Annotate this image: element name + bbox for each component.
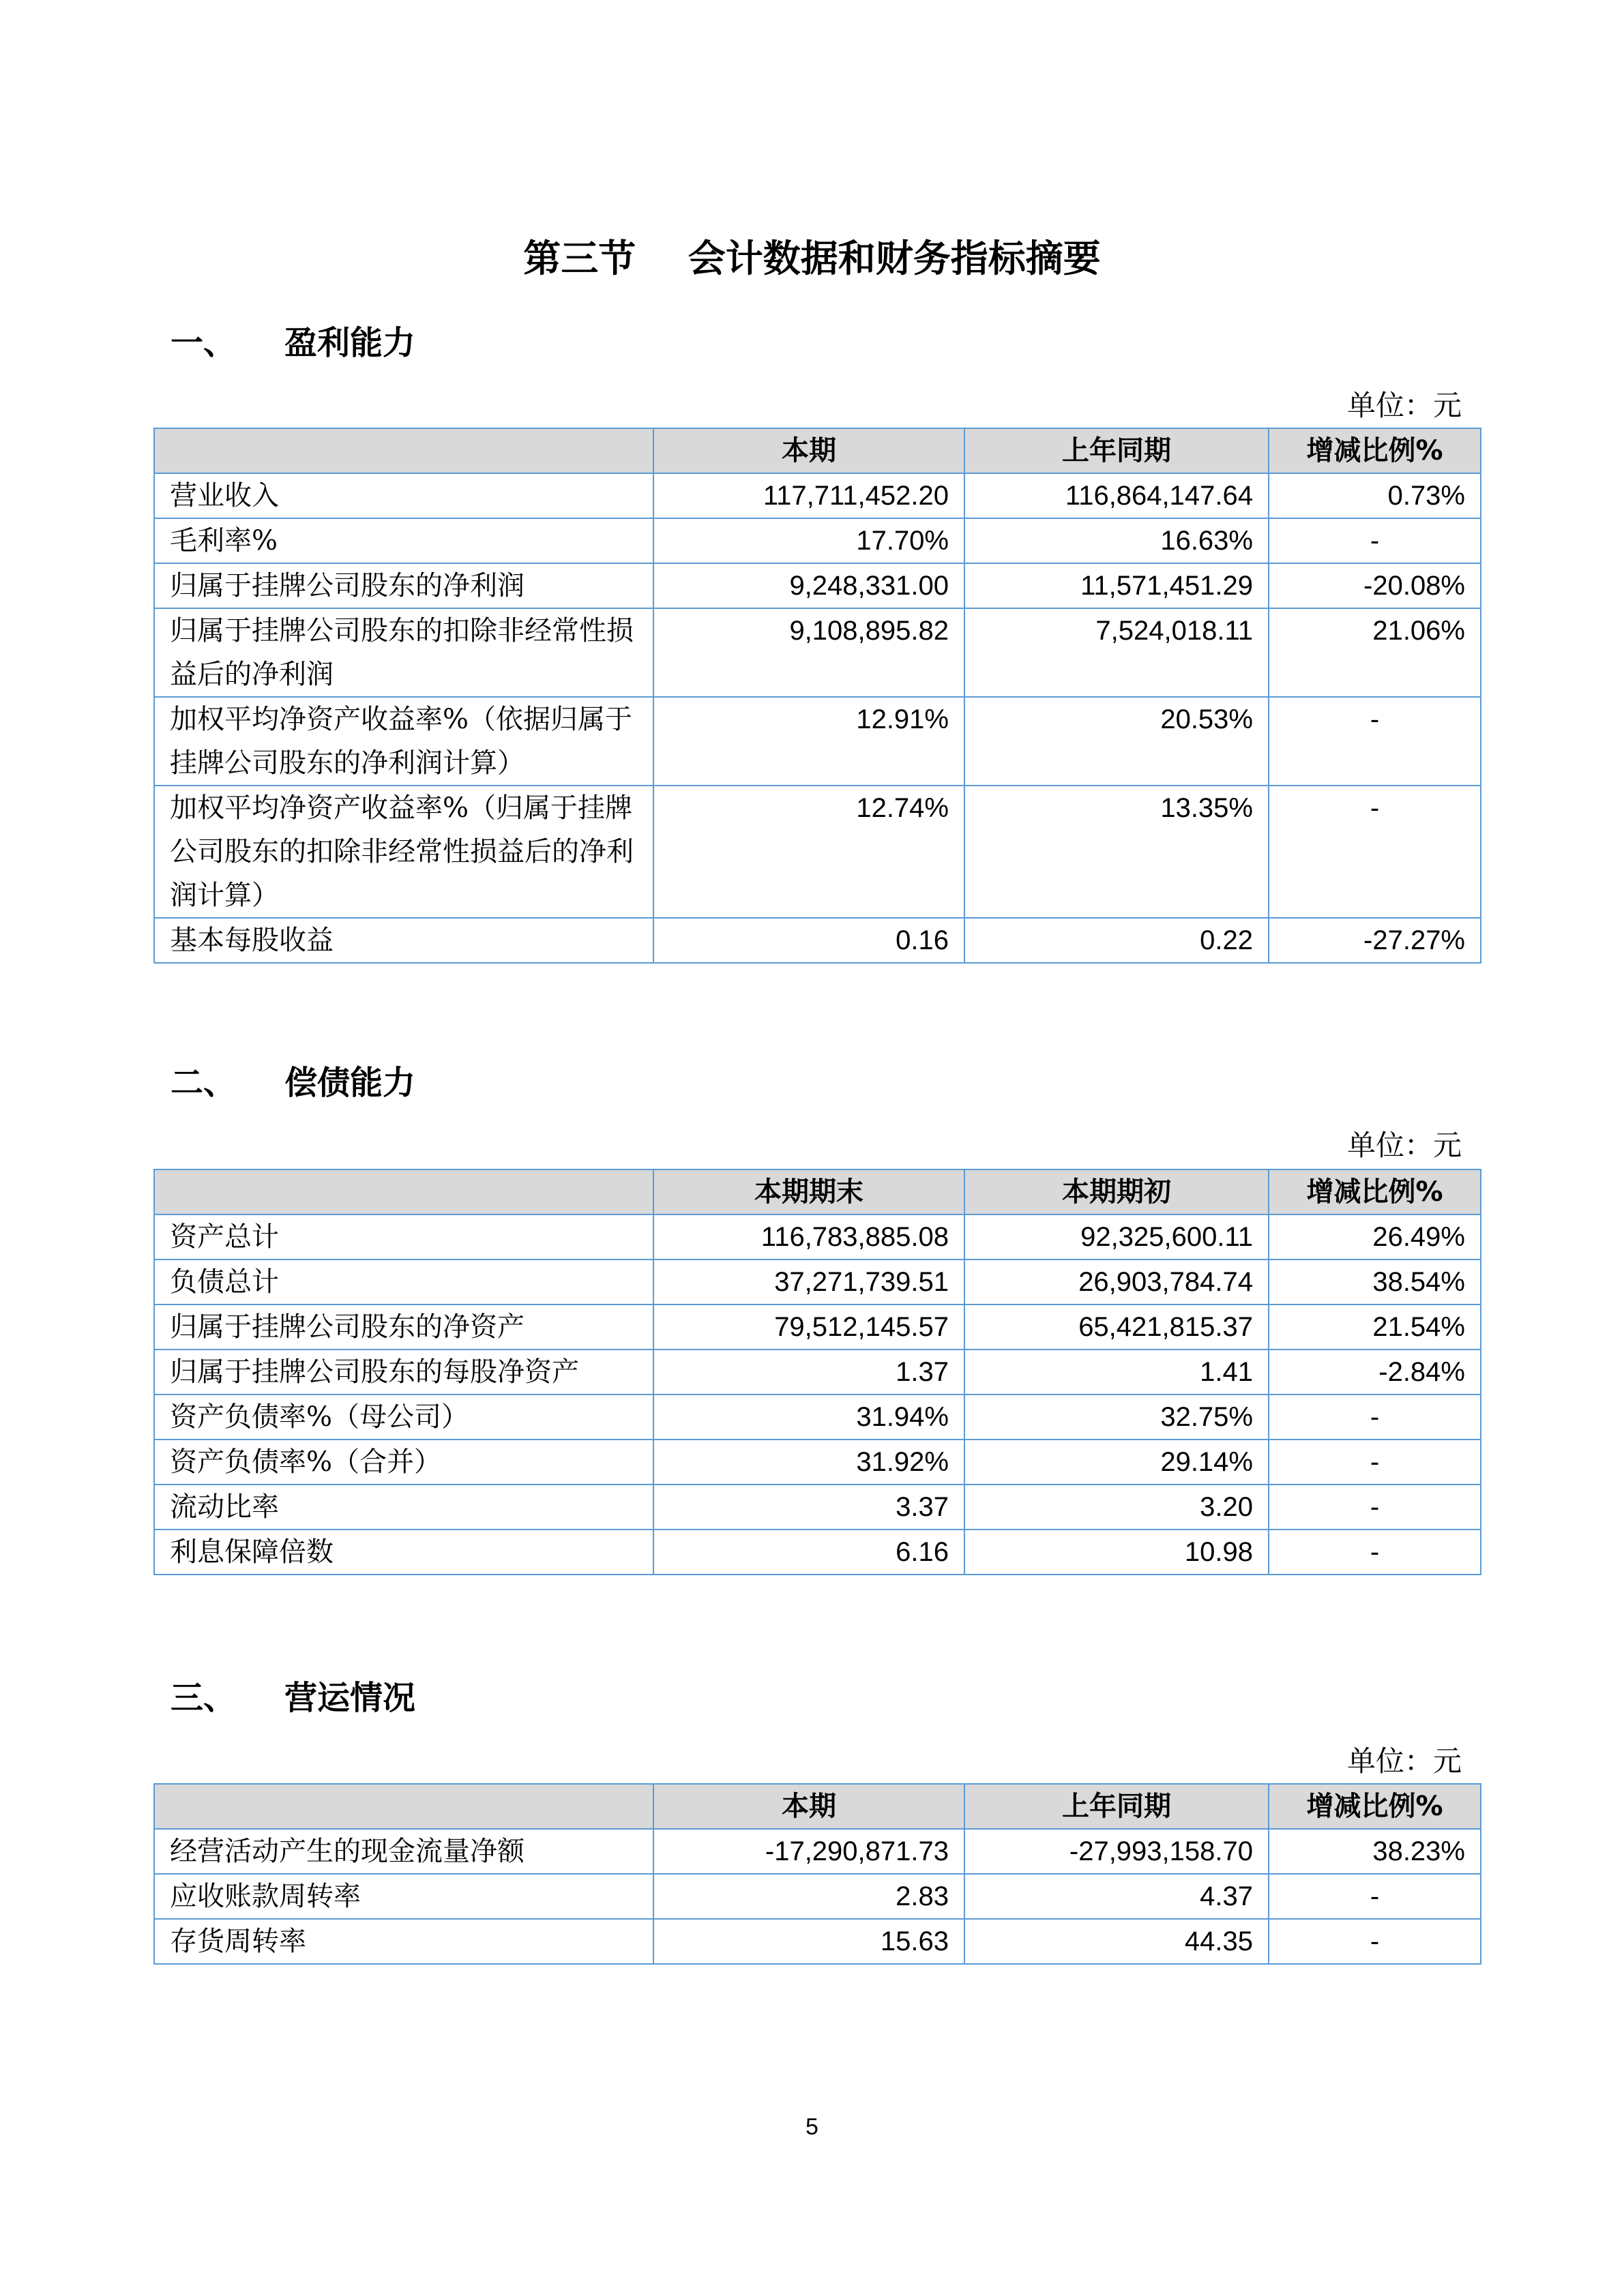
table-header-row (154, 1784, 1481, 1829)
table-row (154, 1214, 1481, 1259)
previous-value: 65,421,815.37 (964, 1304, 1269, 1350)
change-value: - (1269, 1530, 1481, 1575)
current-value: 6.16 (653, 1530, 964, 1575)
current-value: 2.83 (653, 1874, 964, 1919)
header-cell: 本期 (653, 1784, 964, 1829)
change-value: - (1269, 697, 1481, 786)
section-number: 三、 (171, 1679, 237, 1717)
section-number: 二、 (171, 1064, 237, 1102)
section-title: 偿债能力 (284, 1064, 416, 1102)
table-row (154, 786, 1481, 918)
row-label: 毛利率% (154, 518, 653, 563)
table-row (154, 697, 1481, 786)
row-label: 归属于挂牌公司股东的净利润 (154, 563, 653, 608)
header-cell (154, 1784, 653, 1829)
change-value: - (1269, 1395, 1481, 1440)
unit-label: 单位：元 (1346, 1129, 1462, 1162)
profitability-table (153, 428, 1481, 964)
table-row (154, 1530, 1481, 1575)
table-row (154, 1829, 1481, 1874)
current-value: 9,248,331.00 (653, 563, 964, 608)
current-value: 37,271,739.51 (653, 1259, 964, 1304)
row-label: 资产总计 (154, 1214, 653, 1259)
section-heading-operations (171, 1674, 415, 1722)
table-row (154, 518, 1481, 563)
header-cell: 上年同期 (964, 1784, 1269, 1829)
row-label: 加权平均净资产收益率%（依据归属于挂牌公司股东的净利润计算） (154, 697, 653, 786)
row-label: 加权平均净资产收益率%（归属于挂牌公司股东的扣除非经常性损益后的净利润计算） (154, 786, 653, 918)
table-header-row (154, 1169, 1481, 1214)
change-value: 0.73% (1269, 473, 1481, 518)
table-row (154, 918, 1481, 963)
change-value: - (1269, 1874, 1481, 1919)
row-label: 流动比率 (154, 1485, 653, 1530)
change-value: - (1269, 518, 1481, 563)
previous-value: 1.41 (964, 1350, 1269, 1395)
table-row (154, 1919, 1481, 1964)
row-label: 资产负债率%（合并） (154, 1440, 653, 1485)
current-value: 116,783,885.08 (653, 1214, 964, 1259)
change-value: 26.49% (1269, 1214, 1481, 1259)
table-row (154, 473, 1481, 518)
operations-table (153, 1783, 1481, 1965)
current-value: 31.92% (653, 1440, 964, 1485)
previous-value: 4.37 (964, 1874, 1269, 1919)
row-label: 营业收入 (154, 473, 653, 518)
row-label: 经营活动产生的现金流量净额 (154, 1829, 653, 1874)
row-label: 基本每股收益 (154, 918, 653, 963)
page-number: 5 (806, 2114, 818, 2140)
header-cell: 增减比例% (1269, 428, 1481, 473)
previous-value: 11,571,451.29 (964, 563, 1269, 608)
table-header-row (154, 428, 1481, 473)
change-value: 21.06% (1269, 608, 1481, 697)
previous-value: 13.35% (964, 786, 1269, 918)
previous-value: 44.35 (964, 1919, 1269, 1964)
previous-value: 32.75% (964, 1395, 1269, 1440)
change-value: -20.08% (1269, 563, 1481, 608)
table-row (154, 1395, 1481, 1440)
current-value: -17,290,871.73 (653, 1829, 964, 1874)
change-value: 21.54% (1269, 1304, 1481, 1350)
previous-value: 26,903,784.74 (964, 1259, 1269, 1304)
row-label: 利息保障倍数 (154, 1530, 653, 1575)
unit-label: 单位：元 (1346, 389, 1462, 422)
section-title: 营运情况 (284, 1679, 416, 1717)
row-label: 资产负债率%（母公司） (154, 1395, 653, 1440)
table-row (154, 1259, 1481, 1304)
current-value: 3.37 (653, 1485, 964, 1530)
previous-value: 116,864,147.64 (964, 473, 1269, 518)
section-heading-profitability (171, 319, 415, 367)
current-value: 17.70% (653, 518, 964, 563)
row-label: 存货周转率 (154, 1919, 653, 1964)
table-row (154, 1874, 1481, 1919)
previous-value: 92,325,600.11 (964, 1214, 1269, 1259)
section-heading-solvency (171, 1059, 415, 1107)
change-value: - (1269, 1919, 1481, 1964)
section-number: 一、 (171, 324, 237, 362)
current-value: 1.37 (653, 1350, 964, 1395)
change-value: -27.27% (1269, 918, 1481, 963)
table-row (154, 1350, 1481, 1395)
current-value: 9,108,895.82 (653, 608, 964, 697)
current-value: 12.74% (653, 786, 964, 918)
page-title: 第三节 会计数据和财务指标摘要 (523, 237, 1101, 280)
change-value: - (1269, 1440, 1481, 1485)
row-label: 归属于挂牌公司股东的每股净资产 (154, 1350, 653, 1395)
section-title: 盈利能力 (284, 324, 416, 362)
unit-label: 单位：元 (1346, 1744, 1462, 1778)
header-cell: 增减比例% (1269, 1169, 1481, 1214)
current-value: 0.16 (653, 918, 964, 963)
previous-value: 20.53% (964, 697, 1269, 786)
header-cell: 增减比例% (1269, 1784, 1481, 1829)
current-value: 31.94% (653, 1395, 964, 1440)
table-row (154, 1485, 1481, 1530)
header-cell: 上年同期 (964, 428, 1269, 473)
change-value: - (1269, 1485, 1481, 1530)
row-label: 应收账款周转率 (154, 1874, 653, 1919)
previous-value: 16.63% (964, 518, 1269, 563)
change-value: -2.84% (1269, 1350, 1481, 1395)
current-value: 79,512,145.57 (653, 1304, 964, 1350)
header-cell: 本期期初 (964, 1169, 1269, 1214)
header-cell: 本期期末 (653, 1169, 964, 1214)
previous-value: 29.14% (964, 1440, 1269, 1485)
change-value: 38.23% (1269, 1829, 1481, 1874)
change-value: 38.54% (1269, 1259, 1481, 1304)
current-value: 12.91% (653, 697, 964, 786)
row-label: 负债总计 (154, 1259, 653, 1304)
current-value: 15.63 (653, 1919, 964, 1964)
table-row (154, 608, 1481, 697)
change-value: - (1269, 786, 1481, 918)
current-value: 117,711,452.20 (653, 473, 964, 518)
previous-value: -27,993,158.70 (964, 1829, 1269, 1874)
previous-value: 7,524,018.11 (964, 608, 1269, 697)
solvency-table (153, 1169, 1481, 1575)
row-label: 归属于挂牌公司股东的扣除非经常性损益后的净利润 (154, 608, 653, 697)
row-label: 归属于挂牌公司股东的净资产 (154, 1304, 653, 1350)
table-row (154, 563, 1481, 608)
previous-value: 0.22 (964, 918, 1269, 963)
table-row (154, 1440, 1481, 1485)
header-cell (154, 1169, 653, 1214)
table-row (154, 1304, 1481, 1350)
previous-value: 10.98 (964, 1530, 1269, 1575)
header-cell (154, 428, 653, 473)
header-cell: 本期 (653, 428, 964, 473)
previous-value: 3.20 (964, 1485, 1269, 1530)
